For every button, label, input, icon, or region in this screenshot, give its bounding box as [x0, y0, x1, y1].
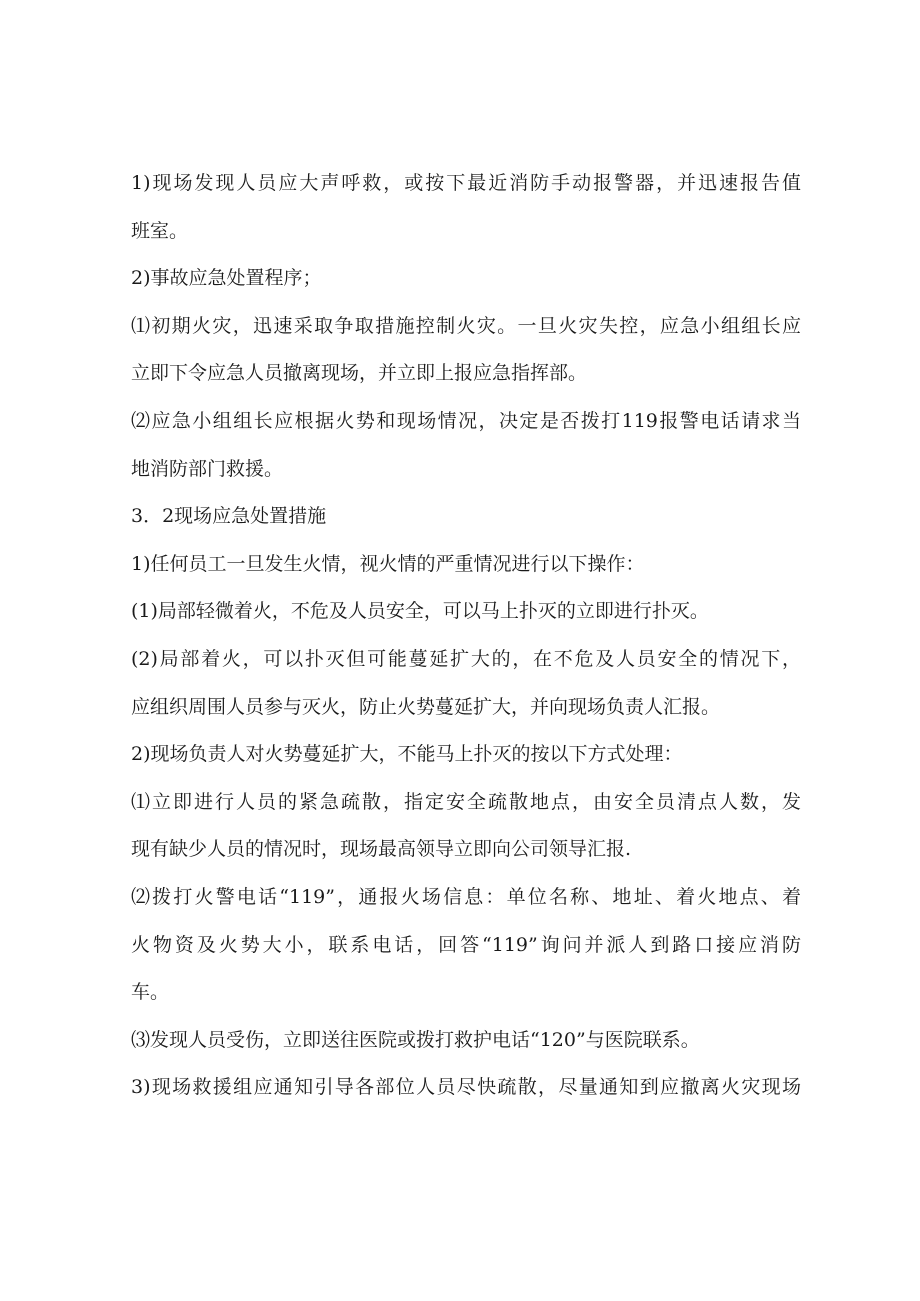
paragraph-line: (1)局部轻微着火，不危及人员安全，可以马上扑灭的立即进行扑灭。 — [131, 600, 709, 623]
paragraph-line: 2)事故应急处置程序； — [131, 267, 322, 290]
paragraph-line: ⑴初期火灾，迅速采取争取措施控制火灾。一旦火灾失控，应急小组组长应 — [131, 314, 801, 337]
paragraph-line: 立即下令应急人员撤离现场，并立即上报应急指挥部。 — [131, 362, 588, 385]
paragraph-line: 地消防部门救援。 — [131, 457, 284, 480]
paragraph-line: 3)现场救援组应通知引导各部位人员尽快疏散，尽量通知到应撤离火灾现场 — [131, 1076, 801, 1099]
paragraph-line: ⑵拨打火警电话“119”，通报火场信息：单位名称、地址、着火地点、着 — [131, 885, 801, 908]
paragraph-line: ⑵应急小组组长应根据火势和现场情况，决定是否拨打119报警电话请求当 — [131, 409, 801, 432]
paragraph-line: ⑶发现人员受伤，立即送往医院或拨打救护电话“120”与医院联系。 — [131, 1028, 700, 1051]
paragraph-line: ⑴立即进行人员的紧急疏散，指定安全疏散地点，由安全员清点人数，发 — [131, 790, 801, 813]
paragraph-line: 1)任何员工一旦发生火情，视火情的严重情况进行以下操作： — [131, 552, 645, 575]
document-body — [131, 160, 801, 1112]
paragraph-line: 班室。 — [131, 219, 189, 242]
paragraph-line: 现有缺少人员的情况时，现场最高领导立即向公司领导汇报. — [131, 838, 632, 861]
paragraph-line: 车。 — [131, 981, 170, 1004]
paragraph-line: 2)现场负责人对火势蔓延扩大，不能马上扑灭的按以下方式处理： — [131, 743, 683, 766]
section-heading: 3．2现场应急处置措施 — [131, 505, 327, 528]
paragraph-line: 火物资及火势大小，联系电话，回答“119”询问并派人到路口接应消防 — [131, 933, 801, 956]
paragraph-line: 1)现场发现人员应大声呼救，或按下最近消防手动报警器，并迅速报告值 — [131, 172, 801, 194]
paragraph-line: 应组织周围人员参与灭火，防止火势蔓延扩大，并向现场负责人汇报。 — [131, 695, 721, 718]
paragraph-line: (2)局部着火，可以扑灭但可能蔓延扩大的，在不危及人员安全的情况下， — [131, 647, 801, 670]
